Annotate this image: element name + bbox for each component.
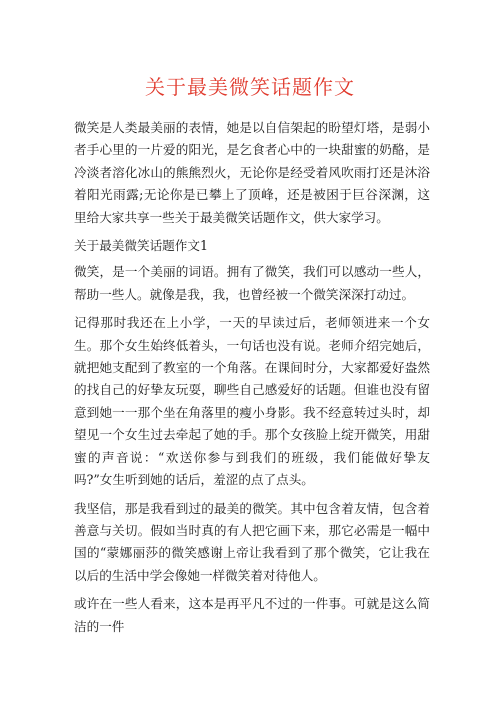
document-body xyxy=(74,117,430,644)
intro-paragraph: 微笑是人类最美丽的表情，她是以自信架起的盼望灯塔，是弱小者手心里的一片爱的阳光，是乞食者心中的一块甜蜜的奶酪，是冷淡者溶化冰山的熊熊烈火，无论你是经受着风吹雨打还是沐浴着阳光雨露;无论你是已攀上了顶峰，还是被困于巨谷深渊，这里给大家共享一些关于最美微笑话题作文，供大家学习。 xyxy=(74,120,430,225)
body-paragraph-3: 我坚信，那是我看到过的最美的微笑。其中包含着友情，包含着善意与关切。假如当时真的有人把它画下来，那它必需是一幅中国的“蒙娜丽莎的微笑感谢上帝让我看到了那个微笑，它让我在以后的生活中学会像她一样微笑着对待他人。 xyxy=(74,500,430,583)
document-title: 关于最美微笑话题作文 xyxy=(145,75,355,99)
body-paragraph-1: 微笑，是一个美丽的词语。拥有了微笑，我们可以感动一些人，帮助一些人。就像是我，我，也曾经被一个微笑深深打动过。 xyxy=(74,264,430,302)
body-paragraph-4: 或许在一些人看来，这本是再平凡不过的一件事。可就是这么简洁的一件 xyxy=(74,596,430,634)
essay-heading: 关于最美微笑话题作文1 xyxy=(74,238,208,254)
body-paragraph-2: 记得那时我还在上小学，一天的早读过后，老师领进来一个女生。那个女生始终低着头，一句话也没有说。老师介绍完她后，就把她支配到了教室的一个角落。在课间时分，大家都爱好盎然的找自己的好挚友玩耍，聊些自己感爱好的话题。但谁也没有留意到她一一那个坐在角落里的瘦小身影。我不经意转过头时，却望见一个女生过去牵起了她的手。那个女孩脸上绽开微笑，用甜蜜的声音说：“欢送你参与到我们的班级，我们能做好挚友吗?”女生听到她的话后，羞涩的点了点头。 xyxy=(74,315,430,488)
